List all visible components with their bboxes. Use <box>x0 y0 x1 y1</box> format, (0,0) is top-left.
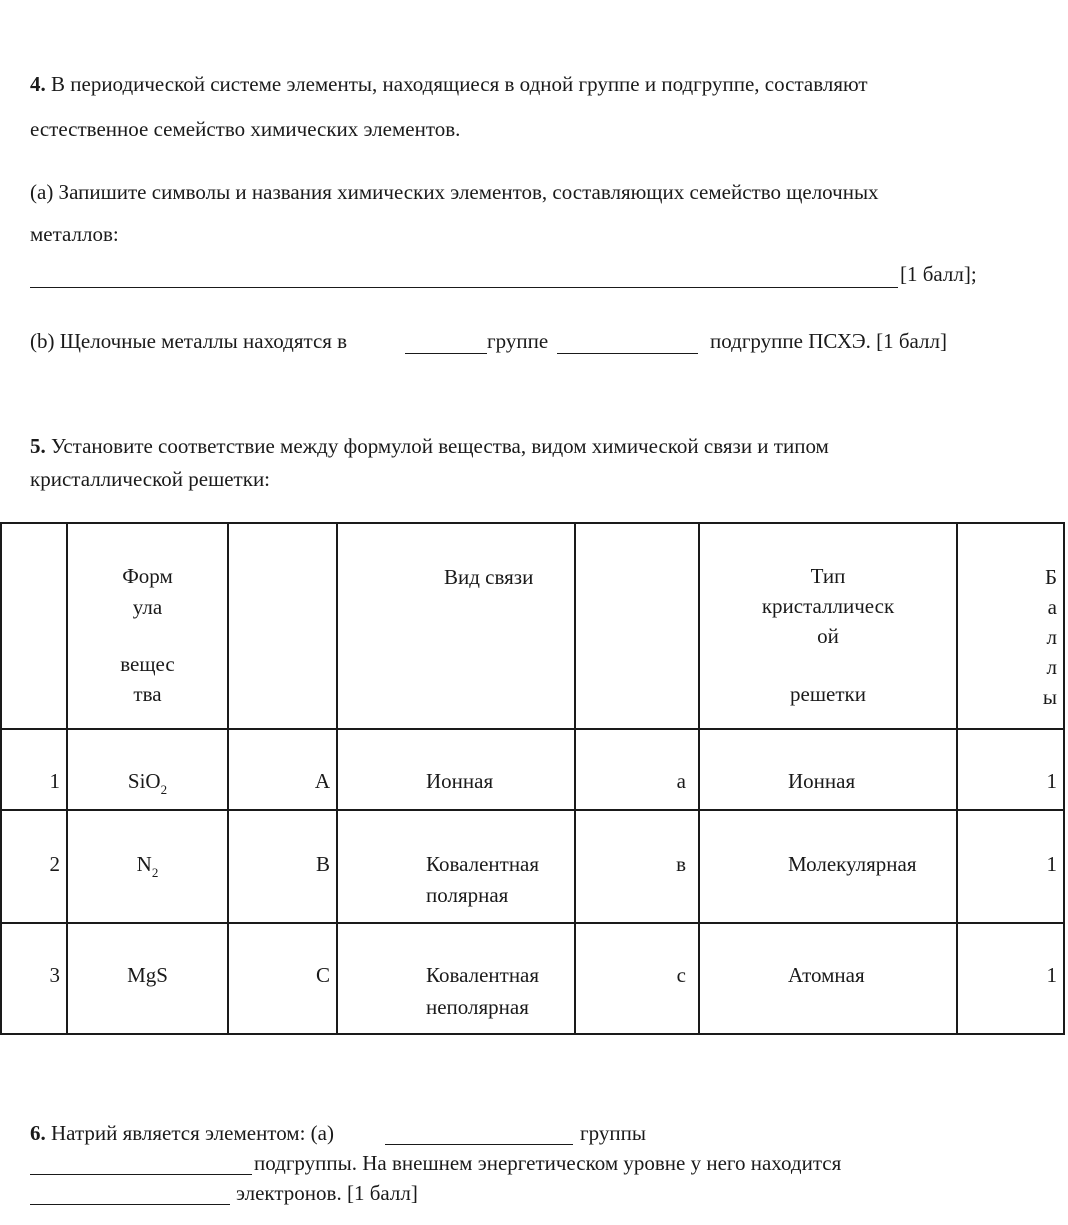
bond-letter: A <box>314 769 330 793</box>
header-letter-cell <box>228 523 337 729</box>
row-number: 1 <box>49 769 60 793</box>
bond-type: Ковалентная <box>426 963 540 987</box>
q4-line2: естественное семейство химических элементов. <box>30 117 461 141</box>
q6-number: 6. <box>30 1121 46 1145</box>
formula-cell: SiO$_2$ <box>127 769 168 797</box>
header-formula-cell: Форм ула вещес тва <box>67 523 228 729</box>
q5-line1: 5. Установите соответствие между формулой вещества, видом химической связи и типом <box>30 434 829 458</box>
row-number: 2 <box>49 852 60 876</box>
lattice-letter: c <box>676 963 686 987</box>
row-number: 3 <box>49 963 60 987</box>
score-value: 1 <box>1046 852 1057 876</box>
q6-line1: 6. Натрий является элементом: (а) <box>30 1121 334 1145</box>
q4b-group-word: группе <box>487 329 549 353</box>
q4-number: 4. <box>30 72 46 96</box>
q4b-prefix: (b) Щелочные металлы находятся в <box>30 329 348 353</box>
table-row <box>1 810 1064 923</box>
bond-type: Ковалентная <box>426 852 540 876</box>
bond-type: Ионная <box>426 769 494 793</box>
q4b-subgroup-blank[interactable] <box>557 353 698 354</box>
formula-cell: MgS <box>127 963 168 987</box>
q5-line2: кристаллической решетки: <box>30 467 271 491</box>
q4a-answer-blank[interactable] <box>30 287 898 288</box>
q4a-score: [1 балл]; <box>900 262 977 286</box>
lattice-letter: a <box>676 769 686 793</box>
bond-type-line2: полярная <box>426 883 509 907</box>
q6-line3: электронов. [1 балл] <box>236 1181 418 1205</box>
score-value: 1 <box>1046 963 1057 987</box>
bond-type-line2: неполярная <box>426 995 529 1019</box>
q6-line2: подгруппы. На внешнем энергетическом уровне у него находится <box>254 1151 842 1175</box>
q4-line1: 4. В периодической системе элементы, находящиеся в одной группе и подгруппе, составляют <box>30 72 868 96</box>
bond-letter: C <box>315 963 330 987</box>
table-row <box>1 729 1064 810</box>
q4a-line1: (a) Запишите символы и названия химических элементов, составляющих семейство щелочных <box>30 180 879 204</box>
table-row <box>1 923 1064 1034</box>
formula-cell: $N_2$ <box>136 852 159 880</box>
q6-group-word: группы <box>580 1121 646 1145</box>
lattice-type: Молекулярная <box>788 852 917 876</box>
q4a-line2: металлов: <box>30 222 119 246</box>
header-number-cell <box>1 523 67 729</box>
q6-electrons-blank[interactable] <box>30 1204 230 1205</box>
lattice-letter: в <box>676 852 686 876</box>
header-lletter-cell <box>575 523 699 729</box>
q6-group-blank[interactable] <box>385 1144 573 1145</box>
bond-letter: B <box>315 852 330 876</box>
header-score-cell: Б а л л ы <box>957 523 1064 729</box>
q4b-suffix: подгруппе ПСХЭ. [1 балл] <box>710 329 947 353</box>
lattice-type: Ионная <box>788 769 856 793</box>
lattice-type: Атомная <box>788 963 865 987</box>
score-value: 1 <box>1046 769 1057 793</box>
matching-table <box>0 522 1065 1035</box>
header-bond-cell: Вид связи <box>337 523 575 729</box>
header-lattice-cell: Тип кристаллическ ой решетки <box>699 523 957 729</box>
q5-number: 5. <box>30 434 46 458</box>
q4b-group-blank[interactable] <box>405 353 487 354</box>
q6-subgroup-blank[interactable] <box>30 1174 252 1175</box>
table-header-row <box>1 523 1064 729</box>
